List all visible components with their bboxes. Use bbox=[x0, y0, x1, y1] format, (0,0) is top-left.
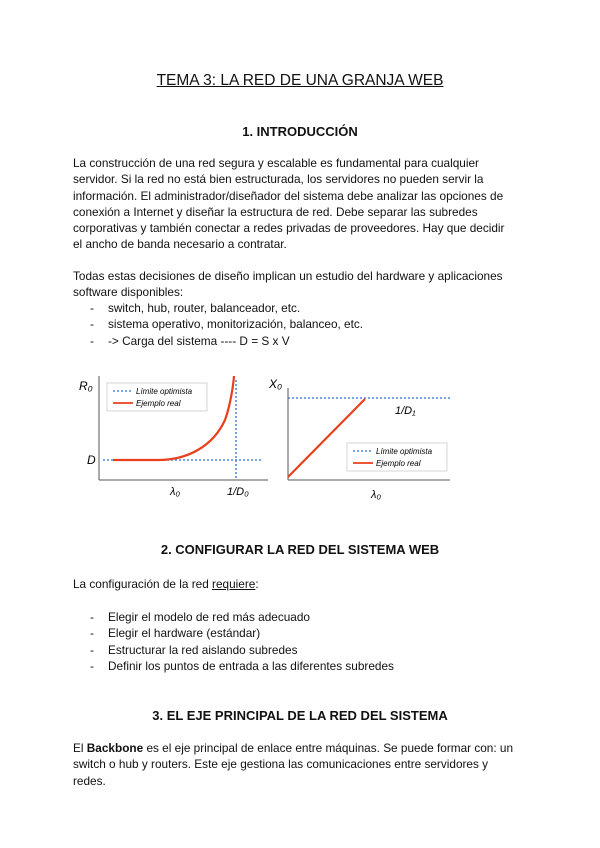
text-fragment: El bbox=[73, 741, 87, 755]
y-axis-label: X₀ bbox=[269, 377, 283, 391]
decisions-paragraph bbox=[73, 268, 528, 301]
config-requirements-list bbox=[73, 609, 394, 674]
requiere-underlined: requiere bbox=[212, 577, 256, 591]
config-intro bbox=[73, 576, 528, 592]
x-axis-label: λ₀ bbox=[170, 486, 181, 498]
backbone-term: Backbone bbox=[86, 741, 144, 755]
legend-dotted-label: Límite optimista bbox=[136, 387, 193, 396]
text-line bbox=[73, 740, 528, 756]
response-time-chart bbox=[73, 368, 273, 508]
y-axis-label: R₀ bbox=[79, 379, 93, 393]
list-item: - Estructurar la red aislando subredes bbox=[73, 642, 394, 658]
text-line: corporativas y también conectar a redes privadas de proveedores. Hay que decidir bbox=[73, 221, 505, 236]
text-fragment: es el eje principal de enlace entre máquinas. Se puede formar con: un bbox=[143, 741, 514, 755]
section-1-heading: 1. INTRODUCCIÓN bbox=[242, 124, 358, 139]
list-item: - sistema operativo, monitorización, balanceo, etc. bbox=[73, 316, 363, 332]
text-line: servidor. Si la red no está bien estructurada, los servidores no pueden servir la bbox=[73, 172, 484, 187]
page-title: TEMA 3: LA RED DE UNA GRANJA WEB bbox=[156, 72, 444, 89]
text-line: el ancho de banda necesario a contratar. bbox=[73, 237, 287, 252]
list-item: - Definir los puntos de entrada a las diferentes subredes bbox=[73, 658, 394, 674]
text-line: Todas estas decisiones de diseño implican un estudio del hardware y aplicaciones bbox=[73, 269, 503, 283]
list-item: - Elegir el hardware (estándar) bbox=[73, 625, 394, 641]
text-line: La construcción de una red segura y escalable es fundamental para cualquier bbox=[73, 156, 479, 170]
x-axis-label: λ₀ bbox=[371, 489, 382, 501]
text-line: información. El administrador/diseñador del sistema debe analizar las opciones de bbox=[73, 188, 504, 203]
text-line: switch o hub y routers. Este eje gestiona las comunicaciones entre servidores y bbox=[73, 757, 489, 772]
list-item: - -> Carga del sistema ---- D = S x V bbox=[73, 333, 363, 349]
config-intro-colon: : bbox=[255, 577, 259, 591]
legend-dotted-label: Límite optimista bbox=[376, 447, 433, 456]
text-line: software disponibles: bbox=[73, 285, 184, 300]
text-line: conexión a Internet y diseñar la estructura de red. Debe separar las subredes bbox=[73, 204, 478, 219]
horizontal-limit-label: 1/D₁ bbox=[395, 405, 416, 417]
section-3-heading: 3. EL EJE PRINCIPAL DE LA RED DEL SISTEMA bbox=[152, 708, 448, 723]
y-tick-label: D bbox=[87, 453, 96, 467]
section-2-heading: 2. CONFIGURAR LA RED DEL SISTEMA WEB bbox=[160, 542, 440, 557]
x-tick-label: 1/D₀ bbox=[227, 486, 249, 498]
intro-paragraph bbox=[73, 155, 528, 253]
config-intro-text: La configuración de la red bbox=[73, 577, 213, 591]
backbone-paragraph bbox=[73, 740, 528, 789]
legend-solid-label: Ejemplo real bbox=[136, 399, 181, 408]
hardware-list bbox=[73, 300, 363, 349]
legend-solid-label: Ejemplo real bbox=[376, 459, 421, 468]
text-line: redes. bbox=[73, 773, 106, 788]
throughput-chart bbox=[265, 368, 455, 508]
list-item: - switch, hub, router, balanceador, etc. bbox=[73, 300, 363, 316]
list-item: - Elegir el modelo de red más adecuado bbox=[73, 609, 394, 625]
